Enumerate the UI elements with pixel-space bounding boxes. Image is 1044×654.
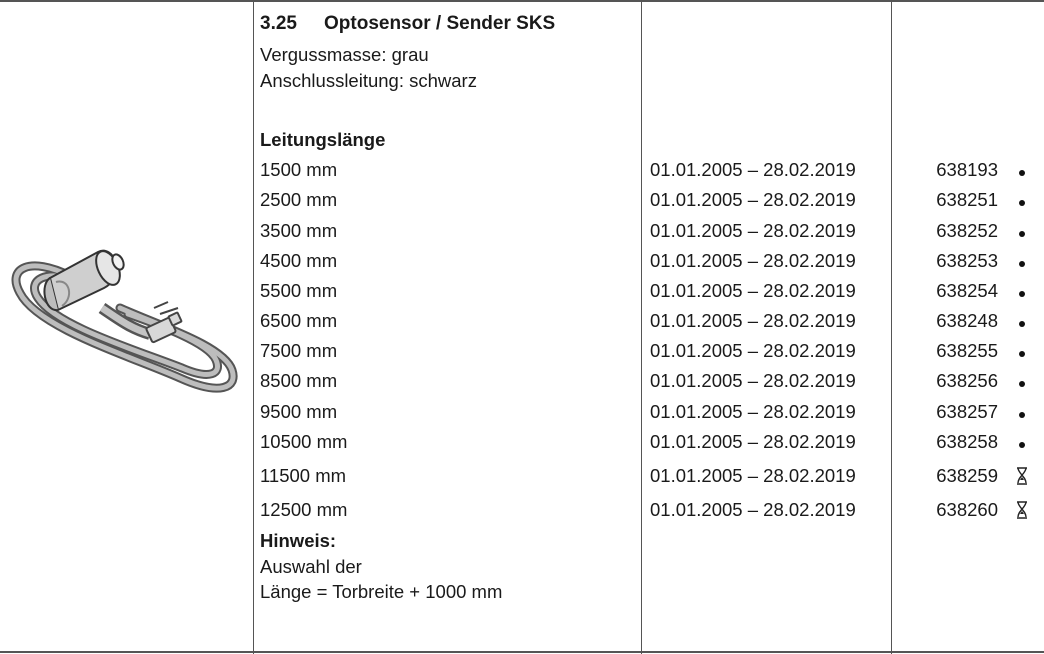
column-divider	[253, 0, 254, 654]
row-article-number: 638253	[936, 250, 998, 271]
row-length: 9500 mm	[260, 401, 338, 422]
row-article-number: 638259	[936, 465, 998, 486]
availability-status	[1013, 281, 1031, 302]
dot-icon	[1019, 412, 1025, 418]
table-bottom-border	[0, 651, 1044, 653]
dot-icon	[1019, 442, 1025, 448]
row-length: 1500 mm	[260, 159, 338, 180]
row-article-number: 638255	[936, 340, 998, 361]
availability-status	[1013, 160, 1031, 181]
row-length: 6500 mm	[260, 310, 338, 331]
row-length: 7500 mm	[260, 340, 338, 361]
row-period: 01.01.2005 – 28.02.2019	[650, 431, 856, 452]
row-article-number: 638258	[936, 431, 998, 452]
hourglass-icon	[1016, 501, 1028, 519]
dot-icon	[1019, 261, 1025, 267]
availability-status	[1013, 402, 1031, 423]
dot-icon	[1019, 381, 1025, 387]
row-article-number: 638251	[936, 189, 998, 210]
availability-status	[1013, 371, 1031, 392]
row-period: 01.01.2005 – 28.02.2019	[650, 370, 856, 391]
row-article-number: 638256	[936, 370, 998, 391]
note-heading: Hinweis:	[260, 530, 337, 551]
optosensor-product-image	[10, 238, 240, 413]
column-divider	[641, 0, 642, 654]
row-length: 10500 mm	[260, 431, 348, 452]
availability-status	[1013, 501, 1031, 524]
availability-status	[1013, 432, 1031, 453]
row-period: 01.01.2005 – 28.02.2019	[650, 340, 856, 361]
section-number: 3.25	[260, 13, 297, 34]
row-length: 8500 mm	[260, 370, 338, 391]
spec-connection-cable: Anschlussleitung: schwarz	[260, 70, 477, 91]
row-length: 5500 mm	[260, 280, 338, 301]
row-article-number: 638260	[936, 499, 998, 520]
dot-icon	[1019, 170, 1025, 176]
dot-icon	[1019, 321, 1025, 327]
row-period: 01.01.2005 – 28.02.2019	[650, 499, 856, 520]
row-period: 01.01.2005 – 28.02.2019	[650, 189, 856, 210]
row-period: 01.01.2005 – 28.02.2019	[650, 310, 856, 331]
length-heading: Leitungslänge	[260, 129, 386, 150]
column-divider	[891, 0, 892, 654]
row-period: 01.01.2005 – 28.02.2019	[650, 401, 856, 422]
row-period: 01.01.2005 – 28.02.2019	[650, 159, 856, 180]
availability-status	[1013, 341, 1031, 362]
note-line: Länge = Torbreite + 1000 mm	[260, 581, 503, 602]
row-article-number: 638193	[936, 159, 998, 180]
hourglass-icon	[1016, 467, 1028, 485]
row-article-number: 638252	[936, 220, 998, 241]
row-period: 01.01.2005 – 28.02.2019	[650, 280, 856, 301]
availability-status	[1013, 221, 1031, 242]
row-period: 01.01.2005 – 28.02.2019	[650, 250, 856, 271]
row-period: 01.01.2005 – 28.02.2019	[650, 465, 856, 486]
row-length: 3500 mm	[260, 220, 338, 241]
spec-casting-compound: Vergussmasse: grau	[260, 44, 429, 65]
row-article-number: 638257	[936, 401, 998, 422]
row-length: 11500 mm	[260, 465, 347, 486]
availability-status	[1013, 467, 1031, 490]
note-line: Auswahl der	[260, 556, 362, 577]
section-title	[260, 13, 555, 35]
dot-icon	[1019, 291, 1025, 297]
row-period: 01.01.2005 – 28.02.2019	[650, 220, 856, 241]
availability-status	[1013, 190, 1031, 211]
row-length: 12500 mm	[260, 499, 348, 520]
row-length: 4500 mm	[260, 250, 338, 271]
dot-icon	[1019, 200, 1025, 206]
availability-status	[1013, 251, 1031, 272]
availability-status	[1013, 311, 1031, 332]
row-article-number: 638248	[936, 310, 998, 331]
row-article-number: 638254	[936, 280, 998, 301]
section-name: Optosensor / Sender SKS	[324, 13, 556, 34]
table-top-border	[0, 0, 1044, 2]
row-length: 2500 mm	[260, 189, 338, 210]
dot-icon	[1019, 231, 1025, 237]
dot-icon	[1019, 351, 1025, 357]
